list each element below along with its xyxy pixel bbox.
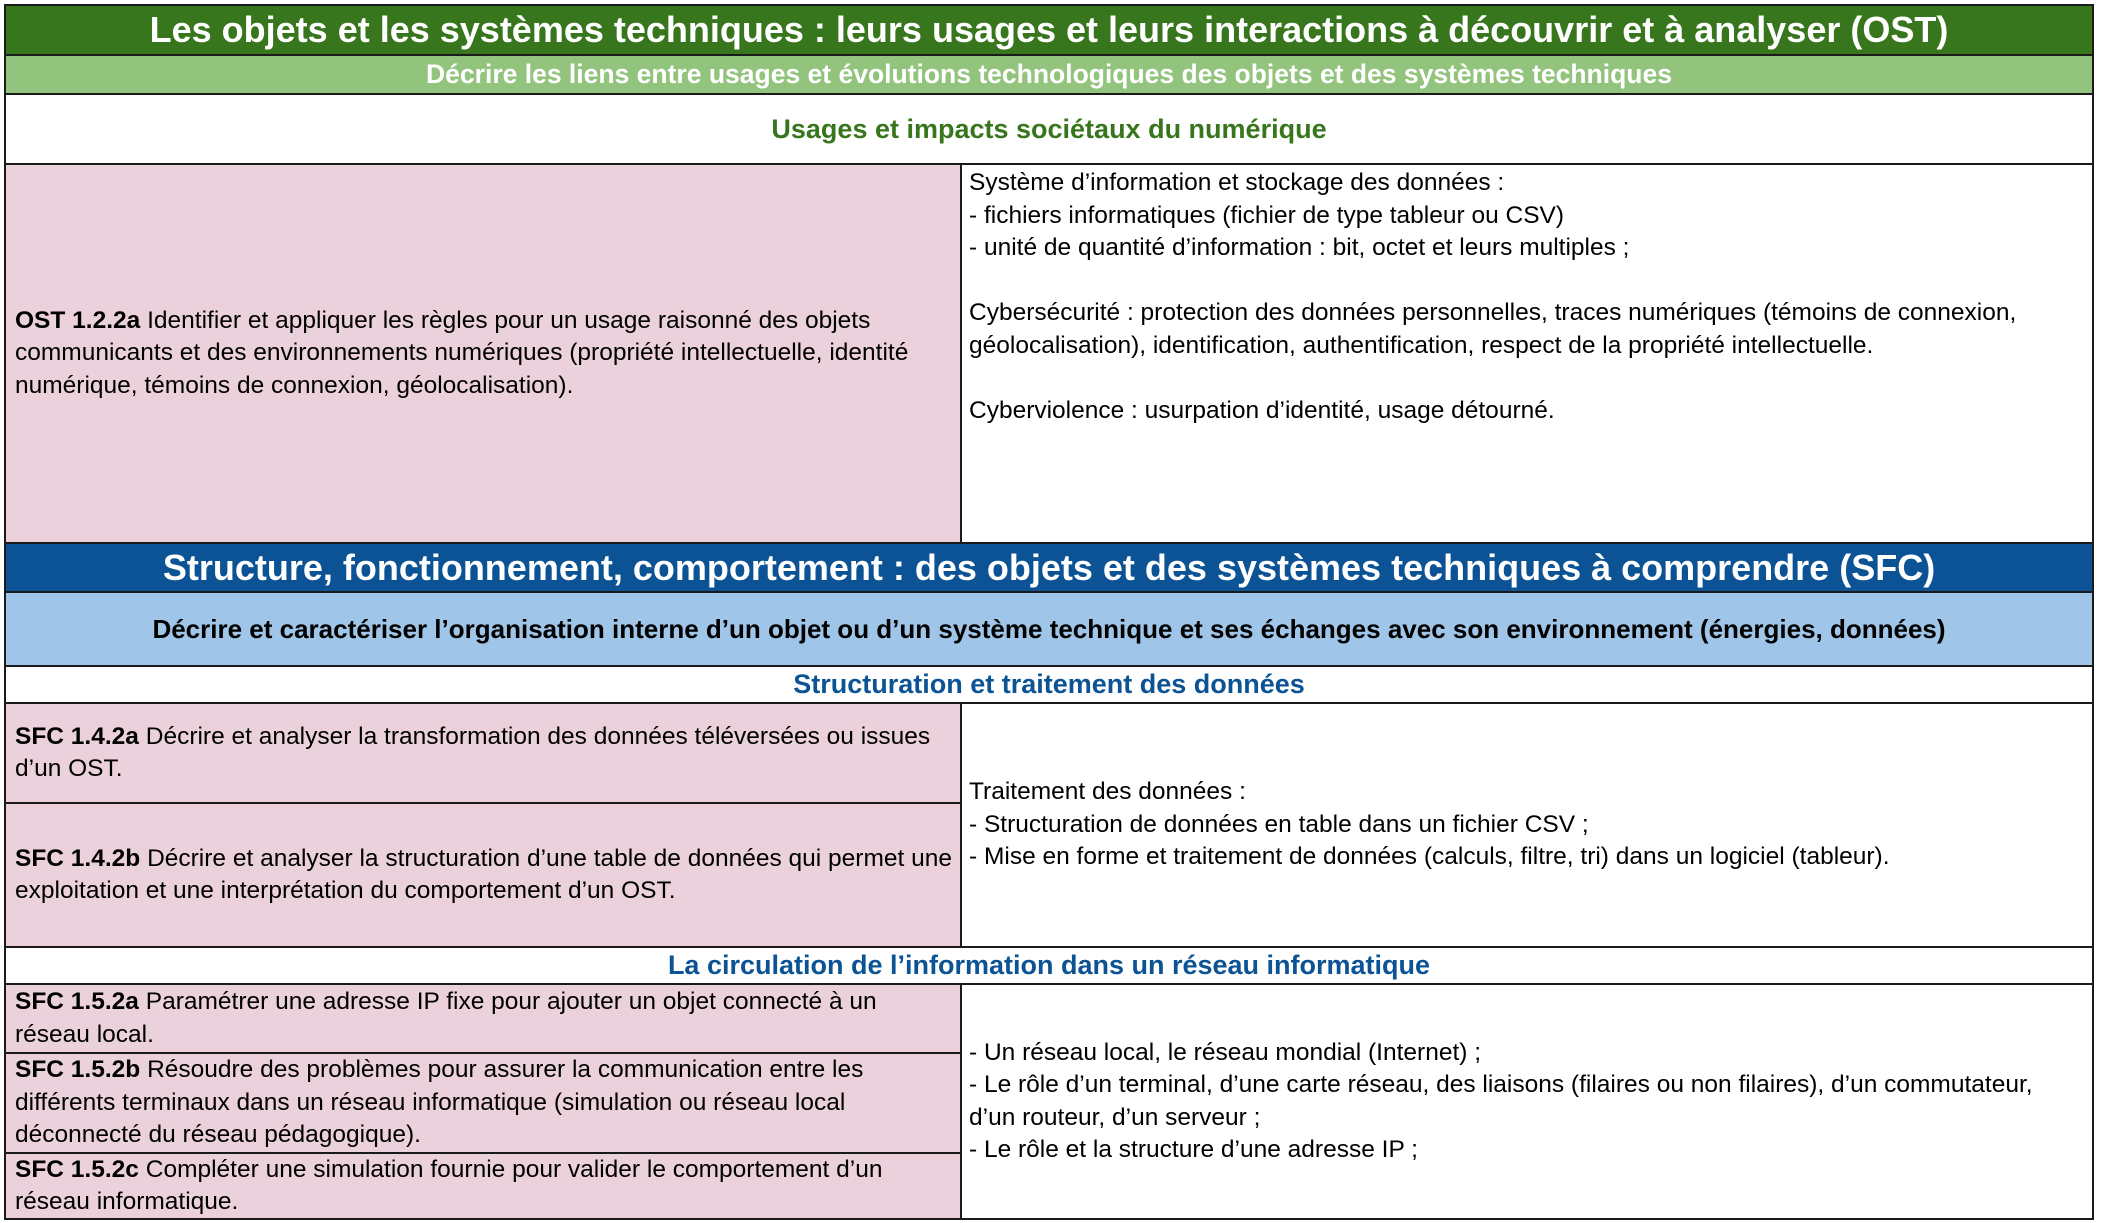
competence-cell-sfc-1-5-2b	[4, 1052, 962, 1154]
competence-description: Décrire et analyser la transformation des données téléversées ou issues d’un OST.	[15, 722, 931, 782]
knowledge-line: Cybersécurité : protection des données personnelles, traces numériques (témoins de connexion, géolocalisation), identification, authentification, respect de la propriété intellectuelle.	[969, 299, 2017, 359]
competence-description: Résoudre des problèmes pour assurer la communication entre les différents terminaux dans un réseau informatique (simulation ou réseau local déconnecté du réseau pédagogique).	[15, 1056, 864, 1149]
knowledge-cell-ost	[960, 163, 2094, 544]
knowledge-cell-sfc-data	[960, 702, 2094, 948]
ost-section-header	[4, 93, 2094, 165]
competence-code: SFC 1.5.2c	[15, 1155, 139, 1183]
knowledge-cell-sfc-network	[960, 983, 2094, 1220]
competence-cell-sfc-1-5-2a	[4, 983, 962, 1054]
competence-code: SFC 1.4.2b	[15, 844, 141, 872]
competence-description: Décrire et analyser la structuration d’une table de données qui permet une exploitation et une interprétation du comportement d’un OST.	[15, 844, 952, 904]
competence-description: Compléter une simulation fournie pour valider le comportement d’un réseau informatique.	[15, 1155, 883, 1215]
sfc-section-header-data	[4, 665, 2094, 704]
knowledge-line: - Structuration de données en table dans un fichier CSV ;	[969, 810, 1589, 838]
competence-code: SFC 1.5.2a	[15, 988, 139, 1015]
competence-code: OST 1.2.2a	[15, 306, 141, 334]
competence-cell-sfc-1-5-2c	[4, 1152, 962, 1220]
sfc-subtitle: Décrire et caractériser l’organisation interne d’un objet ou d’un système technique et ses échanges avec son environnement (énergies, données)	[152, 613, 1946, 644]
ost-title-band	[4, 4, 2094, 56]
sfc-section-title: La circulation de l’information dans un réseau informatique	[667, 950, 1431, 980]
knowledge-line: - Le rôle d’un terminal, d’une carte réseau, des liaisons (filaires ou non filaires), d’un commutateur, d’un routeur, d’un serveur ;	[969, 1071, 2033, 1131]
knowledge-text	[969, 776, 1890, 874]
ost-subtitle: Décrire les liens entre usages et évolutions technologiques des objets et des systèmes techniques	[426, 59, 1672, 89]
competence-cell-ost-1-2-2a	[4, 163, 962, 544]
knowledge-line: - unité de quantité d’information : bit, octet et leurs multiples ;	[969, 234, 1630, 261]
competence-text	[15, 305, 952, 403]
sfc-section-header-network	[4, 946, 2094, 985]
competence-code: SFC 1.5.2b	[15, 1056, 141, 1084]
ost-subtitle-band	[4, 54, 2094, 95]
ost-section-title: Usages et impacts sociétaux du numérique	[771, 113, 1327, 144]
sfc-title: Structure, fonctionnement, comportement : des objets et des systèmes techniques à comprendre (SFC)	[162, 546, 1936, 588]
competence-code: SFC 1.4.2a	[15, 722, 139, 750]
blank-line	[969, 265, 2084, 298]
competence-cell-sfc-1-4-2b	[4, 802, 962, 948]
sfc-section-title: Structuration et traitement des données	[793, 669, 1305, 699]
knowledge-line: - Un réseau local, le réseau mondial (Internet) ;	[969, 1038, 1482, 1066]
knowledge-text	[969, 167, 2084, 427]
competence-text	[15, 721, 952, 786]
knowledge-line: - fichiers informatiques (fichier de type tableur ou CSV)	[969, 201, 1565, 229]
sfc-title-band	[4, 542, 2094, 593]
competence-text	[15, 1154, 952, 1219]
ost-title: Les objets et les systèmes techniques : leurs usages et leurs interactions à découvrir et à analyser (OST)	[149, 9, 1949, 50]
knowledge-line: - Mise en forme et traitement de données (calculs, filtre, tri) dans un logiciel (tableur).	[969, 843, 1890, 871]
competence-description: Identifier et appliquer les règles pour un usage raisonné des objets communicants et des environnements numériques (propriété intellectuelle, identité numérique, témoins de connexion, géolocalisation).	[15, 306, 909, 399]
knowledge-line: Cyberviolence : usurpation d’identité, usage détourné.	[969, 396, 1555, 424]
knowledge-line: - Le rôle et la structure d’une adresse IP ;	[969, 1136, 1418, 1163]
competence-text	[15, 843, 952, 908]
competence-cell-sfc-1-4-2a	[4, 702, 962, 804]
blank-line	[969, 362, 2084, 395]
competence-text	[15, 1054, 952, 1152]
competence-text	[15, 986, 952, 1051]
sfc-subtitle-band	[4, 591, 2094, 667]
knowledge-line: Système d’information et stockage des données :	[969, 169, 1505, 196]
knowledge-line: Traitement des données :	[969, 778, 1246, 806]
knowledge-text	[969, 1037, 2084, 1167]
competence-description: Paramétrer une adresse IP fixe pour ajouter un objet connecté à un réseau local.	[15, 988, 877, 1048]
